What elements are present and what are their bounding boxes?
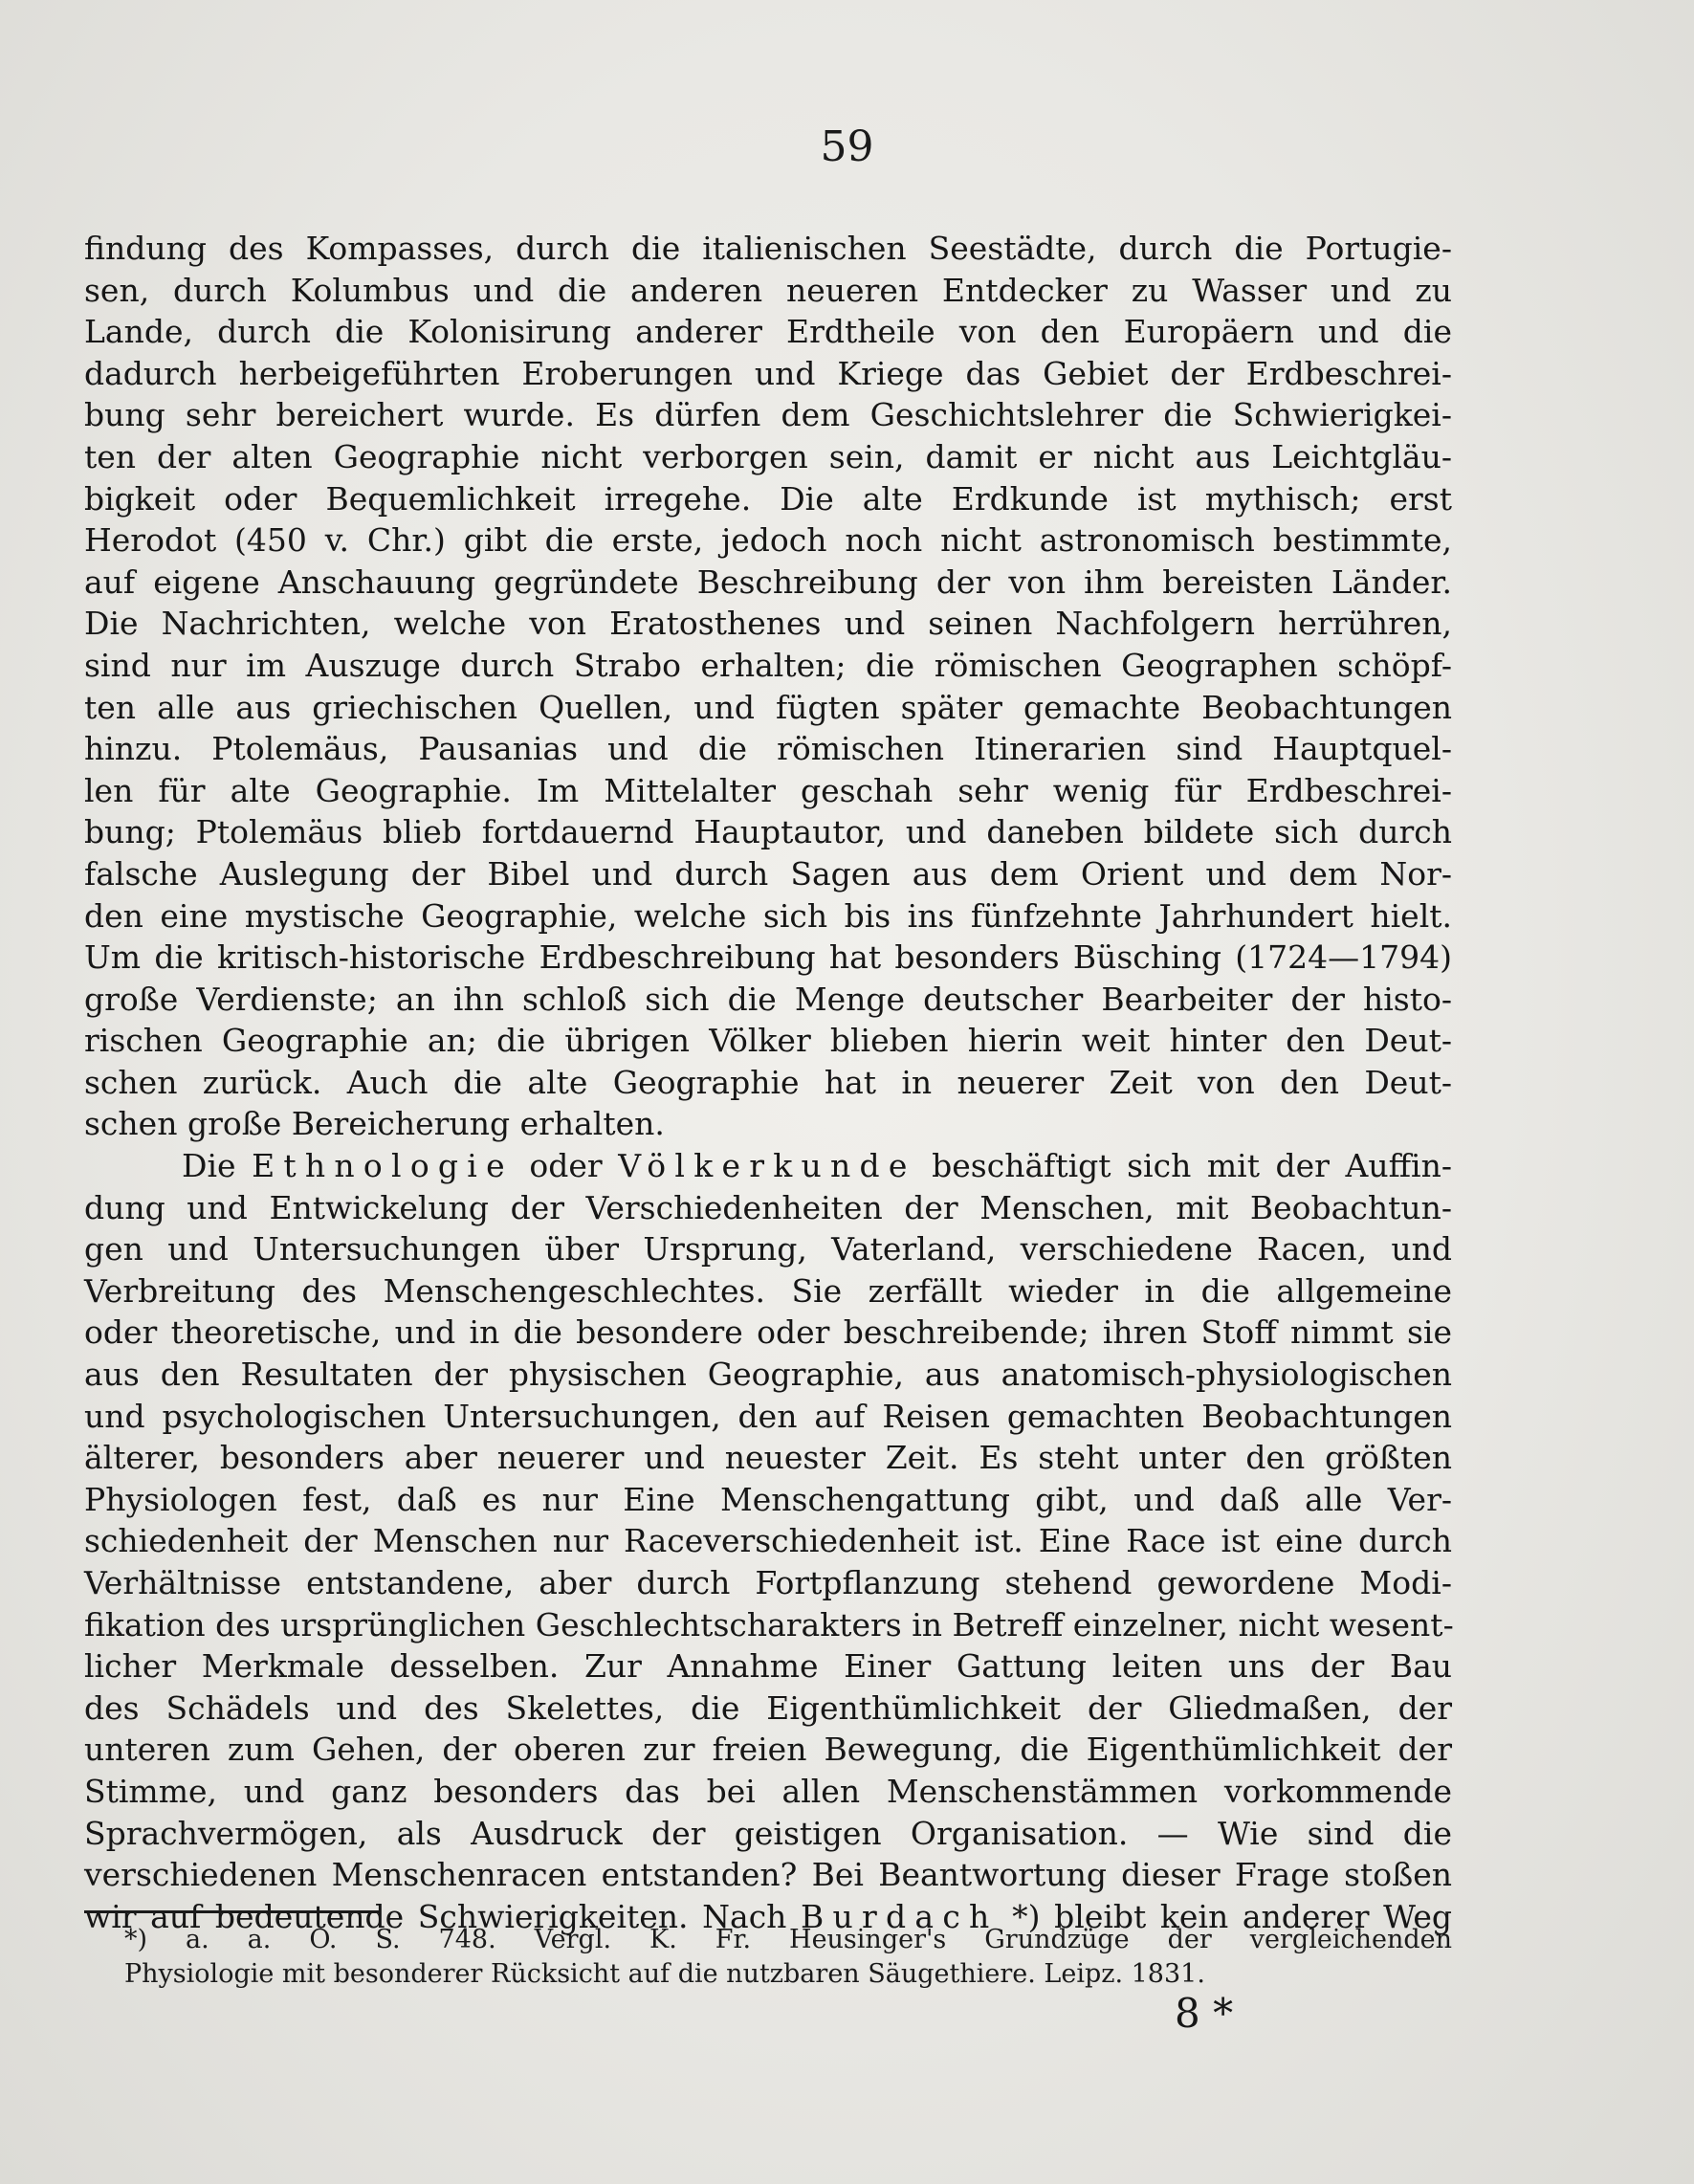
text-line: len für alte Geographie. Im Mittelalter geschah sehr wenig für Erdbeschrei- [84, 771, 1452, 809]
text-line: rischen Geographie an; die übrigen Völker blieben hierin weit hinter den Deut- [84, 1022, 1452, 1060]
text-line: Lande, durch die Kolonisirung anderer Erdtheile von den Europäern und die [84, 313, 1452, 351]
text-line-paragraph-start [84, 1145, 1452, 1187]
text-segment: oder [513, 1147, 619, 1185]
text-line: bigkeit oder Bequemlichkeit irregehe. Die alte Erdkunde ist mythisch; erst [84, 479, 1452, 518]
text-line: findung des Kompasses, durch die italienischen Seestädte, durch die Portugie- [84, 230, 1452, 267]
text-line: auf eigene Anschauung gegründete Beschreibung der von ihm bereisten Länder. [84, 563, 1452, 601]
text-line: gen und Untersuchungen über Ursprung, Vaterland, verschiedene Racen, und [84, 1230, 1452, 1268]
text-line: schiedenheit der Menschen nur Raceverschiedenheit ist. Eine Race ist eine durch [84, 1522, 1452, 1560]
footnote-block [124, 1923, 1452, 1992]
text-line: den eine mystische Geographie, welche sich bis ins fünfzehnte Jahrhundert hielt. [84, 896, 1452, 935]
text-line: verschiedenen Menschenracen entstanden? Bei Beantwortung dieser Frage stoßen [84, 1856, 1452, 1894]
spaced-term-burdach: Burdach [801, 1897, 999, 1935]
footnote-divider [84, 1910, 381, 1913]
text-line: älterer, besonders aber neuerer und neuester Zeit. Es steht unter den größten [84, 1439, 1452, 1477]
text-line: Sprachvermögen, als Ausdruck der geistigen Organisation. — Wie sind die [84, 1814, 1452, 1852]
text-line: sind nur im Auszuge durch Strabo erhalten; die römischen Geographen schöpf- [84, 646, 1452, 684]
text-line: des Schädels und des Skelettes, die Eigenthümlichkeit der Gliedmaßen, der [84, 1688, 1452, 1727]
text-line: Stimme, und ganz besonders das bei allen Menschenstämmen vorkommende [84, 1772, 1452, 1810]
text-line: unteren zum Gehen, der oberen zur freien Bewegung, die Eigenthümlichkeit der [84, 1731, 1452, 1769]
text-line: große Verdienste; an ihn schloß sich die Menge deutscher Bearbeiter der histo- [84, 980, 1452, 1018]
text-line: hinzu. Ptolemäus, Pausanias und die römischen Itinerarien sind Hauptquel- [84, 730, 1452, 768]
text-line: Die Nachrichten, welche von Eratosthenes und seinen Nachfolgern herrühren, [84, 605, 1452, 643]
text-line-paragraph-end: schen große Bereicherung erhalten. [84, 1105, 665, 1143]
text-segment: *) bleibt kein anderer Weg [998, 1897, 1452, 1935]
text-line: Herodot (450 v. Chr.) gibt die erste, jedoch noch nicht astronomisch bestimmte, [84, 521, 1452, 560]
text-line: falsche Auslegung der Bibel und durch Sagen aus dem Orient und dem Nor- [84, 854, 1452, 893]
text-line: fikation des ursprünglichen Geschlechtscharakters in Betreff einzelner, nicht wesent- [84, 1605, 1454, 1644]
text-line: aus den Resultaten der physischen Geographie, aus anatomisch-physiologischen [84, 1356, 1452, 1394]
signature-mark: 8 * [1175, 1990, 1234, 2037]
text-line: bung; Ptolemäus blieb fortdauernd Hauptautor, und daneben bildete sich durch [84, 813, 1452, 851]
text-line: sen, durch Kolumbus und die anderen neueren Entdecker zu Wasser und zu [84, 271, 1452, 309]
text-segment: wir auf bedeutende Schwierigkeiten. Nach [84, 1897, 802, 1935]
text-line: dadurch herbeigeführten Eroberungen und Kriege das Gebiet der Erdbeschrei- [84, 354, 1452, 392]
footnote-line: *) a. a. O. S. 748. Vergl. K. Fr. Heusinger's Grundzüge der vergleichenden [124, 1925, 1452, 1954]
text-line: Physiologen fest, daß es nur Eine Menschengattung gibt, und daß alle Ver- [84, 1480, 1452, 1518]
text-line: ten alle aus griechischen Quellen, und fügten später gemachte Beobachtungen [84, 688, 1452, 726]
text-line: Um die kritisch-historische Erdbeschreibung hat besonders Büsching (1724—1794) [84, 938, 1452, 977]
text-segment: Die [182, 1147, 253, 1185]
text-line: Verbreitung des Menschengeschlechtes. Sie zerfällt wieder in die allgemeine [84, 1271, 1452, 1310]
body-text [84, 228, 1452, 1937]
text-line: Verhältnisse entstandene, aber durch Fortpflanzung stehend gewordene Modi- [84, 1564, 1452, 1601]
text-line: bung sehr bereichert wurde. Es dürfen dem Geschichtslehrer die Schwierigkei- [84, 396, 1452, 434]
spaced-term-voelkerkunde: Völkerkunde [618, 1147, 916, 1185]
text-line: oder theoretische, und in die besondere oder beschreibende; ihren Stoff nimmt sie [84, 1313, 1452, 1352]
page-number: 59 [820, 122, 874, 171]
text-line: dung und Entwickelung der Verschiedenheiten der Menschen, mit Beobachtun- [84, 1188, 1452, 1226]
text-line: schen zurück. Auch die alte Geographie hat in neuerer Zeit von den Deut- [84, 1063, 1452, 1101]
text-segment: beschäftigt sich mit der Auffin- [915, 1147, 1452, 1185]
text-line: ten der alten Geographie nicht verborgen sein, damit er nicht aus Leichtgläu- [84, 437, 1452, 475]
text-line: und psychologischen Untersuchungen, den auf Reisen gemachten Beobachtungen [84, 1397, 1452, 1435]
text-line: licher Merkmale desselben. Zur Annahme Einer Gattung leiten uns der Bau [84, 1647, 1452, 1686]
footnote-line: Physiologie mit besonderer Rücksicht auf die nutzbaren Säugethiere. Leipz. 1831. [124, 1959, 1205, 1989]
spaced-term-ethnologie: Ethnologie [252, 1147, 514, 1185]
